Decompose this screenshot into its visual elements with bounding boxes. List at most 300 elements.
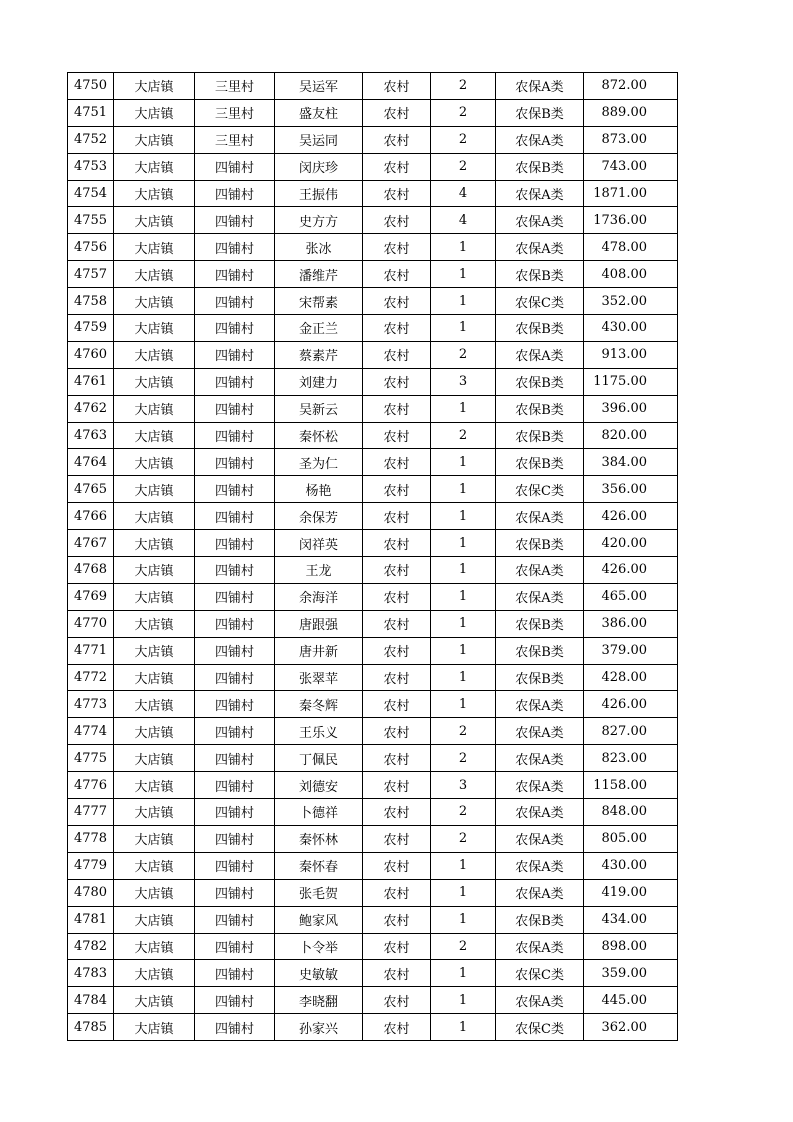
amount-cell: 384.00 (584, 449, 678, 476)
household-type-cell: 农村 (363, 395, 431, 422)
village-cell: 三里村 (195, 99, 275, 126)
name-cell: 余海洋 (275, 583, 363, 610)
village-cell: 四铺村 (195, 691, 275, 718)
amount-cell: 827.00 (584, 718, 678, 745)
household-type-cell: 农村 (363, 288, 431, 315)
name-cell: 张翠苹 (275, 664, 363, 691)
village-cell: 四铺村 (195, 180, 275, 207)
amount-cell: 873.00 (584, 126, 678, 153)
name-cell: 王龙 (275, 557, 363, 584)
category-cell: 农保C类 (496, 1014, 584, 1041)
row-id: 4775 (68, 745, 114, 772)
member-count-cell: 1 (431, 960, 496, 987)
member-count-cell: 1 (431, 315, 496, 342)
member-count-cell: 1 (431, 530, 496, 557)
member-count-cell: 3 (431, 368, 496, 395)
category-cell: 农保A类 (496, 503, 584, 530)
town-cell: 大店镇 (114, 799, 195, 826)
village-cell: 四铺村 (195, 368, 275, 395)
village-cell: 四铺村 (195, 960, 275, 987)
category-cell: 农保A类 (496, 180, 584, 207)
town-cell: 大店镇 (114, 207, 195, 234)
village-cell: 四铺村 (195, 288, 275, 315)
village-cell: 四铺村 (195, 852, 275, 879)
name-cell: 吴运同 (275, 126, 363, 153)
household-type-cell: 农村 (363, 879, 431, 906)
row-id: 4783 (68, 960, 114, 987)
row-id: 4760 (68, 341, 114, 368)
household-type-cell: 农村 (363, 476, 431, 503)
household-type-cell: 农村 (363, 718, 431, 745)
table-row (68, 395, 678, 422)
town-cell: 大店镇 (114, 987, 195, 1014)
category-cell: 农保C类 (496, 476, 584, 503)
table-row (68, 960, 678, 987)
table-row (68, 368, 678, 395)
village-cell: 四铺村 (195, 207, 275, 234)
village-cell: 四铺村 (195, 261, 275, 288)
household-type-cell: 农村 (363, 960, 431, 987)
row-id: 4755 (68, 207, 114, 234)
member-count-cell: 2 (431, 73, 496, 100)
town-cell: 大店镇 (114, 422, 195, 449)
category-cell: 农保A类 (496, 745, 584, 772)
household-type-cell: 农村 (363, 933, 431, 960)
member-count-cell: 4 (431, 207, 496, 234)
row-id: 4774 (68, 718, 114, 745)
row-id: 4773 (68, 691, 114, 718)
category-cell: 农保B类 (496, 530, 584, 557)
name-cell: 秦冬辉 (275, 691, 363, 718)
table-row (68, 476, 678, 503)
row-id: 4784 (68, 987, 114, 1014)
row-id: 4756 (68, 234, 114, 261)
category-cell: 农保A类 (496, 852, 584, 879)
table-row (68, 422, 678, 449)
category-cell: 农保A类 (496, 691, 584, 718)
row-id: 4757 (68, 261, 114, 288)
amount-cell: 898.00 (584, 933, 678, 960)
category-cell: 农保B类 (496, 449, 584, 476)
village-cell: 四铺村 (195, 530, 275, 557)
table-row (68, 153, 678, 180)
member-count-cell: 1 (431, 449, 496, 476)
table-row (68, 933, 678, 960)
member-count-cell: 1 (431, 476, 496, 503)
household-type-cell: 农村 (363, 610, 431, 637)
household-type-cell: 农村 (363, 341, 431, 368)
member-count-cell: 1 (431, 610, 496, 637)
town-cell: 大店镇 (114, 825, 195, 852)
row-id: 4777 (68, 799, 114, 826)
category-cell: 农保B类 (496, 261, 584, 288)
row-id: 4771 (68, 637, 114, 664)
town-cell: 大店镇 (114, 906, 195, 933)
row-id: 4776 (68, 772, 114, 799)
town-cell: 大店镇 (114, 772, 195, 799)
member-count-cell: 1 (431, 288, 496, 315)
table-row (68, 530, 678, 557)
household-type-cell: 农村 (363, 799, 431, 826)
name-cell: 史敏敏 (275, 960, 363, 987)
household-type-cell: 农村 (363, 530, 431, 557)
town-cell: 大店镇 (114, 583, 195, 610)
town-cell: 大店镇 (114, 852, 195, 879)
town-cell: 大店镇 (114, 610, 195, 637)
category-cell: 农保B类 (496, 906, 584, 933)
village-cell: 四铺村 (195, 503, 275, 530)
name-cell: 刘德安 (275, 772, 363, 799)
town-cell: 大店镇 (114, 718, 195, 745)
name-cell: 唐井新 (275, 637, 363, 664)
village-cell: 四铺村 (195, 583, 275, 610)
row-id: 4762 (68, 395, 114, 422)
town-cell: 大店镇 (114, 180, 195, 207)
town-cell: 大店镇 (114, 691, 195, 718)
amount-cell: 408.00 (584, 261, 678, 288)
town-cell: 大店镇 (114, 315, 195, 342)
town-cell: 大店镇 (114, 1014, 195, 1041)
amount-cell: 445.00 (584, 987, 678, 1014)
row-id: 4779 (68, 852, 114, 879)
village-cell: 四铺村 (195, 422, 275, 449)
town-cell: 大店镇 (114, 261, 195, 288)
member-count-cell: 1 (431, 1014, 496, 1041)
town-cell: 大店镇 (114, 664, 195, 691)
village-cell: 四铺村 (195, 1014, 275, 1041)
table-row (68, 207, 678, 234)
name-cell: 宋帮素 (275, 288, 363, 315)
name-cell: 秦怀林 (275, 825, 363, 852)
village-cell: 四铺村 (195, 772, 275, 799)
name-cell: 王振伟 (275, 180, 363, 207)
table-row (68, 180, 678, 207)
household-type-cell: 农村 (363, 987, 431, 1014)
amount-cell: 889.00 (584, 99, 678, 126)
amount-cell: 823.00 (584, 745, 678, 772)
table-row (68, 288, 678, 315)
name-cell: 闵祥英 (275, 530, 363, 557)
household-type-cell: 农村 (363, 583, 431, 610)
town-cell: 大店镇 (114, 637, 195, 664)
records-table (67, 72, 678, 1041)
table-row (68, 610, 678, 637)
household-type-cell: 农村 (363, 315, 431, 342)
row-id: 4759 (68, 315, 114, 342)
table-row (68, 664, 678, 691)
member-count-cell: 1 (431, 987, 496, 1014)
table-row (68, 315, 678, 342)
name-cell: 卜令举 (275, 933, 363, 960)
town-cell: 大店镇 (114, 288, 195, 315)
village-cell: 四铺村 (195, 153, 275, 180)
row-id: 4768 (68, 557, 114, 584)
household-type-cell: 农村 (363, 73, 431, 100)
name-cell: 王乐义 (275, 718, 363, 745)
village-cell: 四铺村 (195, 825, 275, 852)
table-row (68, 557, 678, 584)
amount-cell: 362.00 (584, 1014, 678, 1041)
village-cell: 四铺村 (195, 879, 275, 906)
member-count-cell: 1 (431, 879, 496, 906)
village-cell: 四铺村 (195, 987, 275, 1014)
table-row (68, 126, 678, 153)
household-type-cell: 农村 (363, 180, 431, 207)
name-cell: 鲍家风 (275, 906, 363, 933)
amount-cell: 428.00 (584, 664, 678, 691)
row-id: 4750 (68, 73, 114, 100)
amount-cell: 430.00 (584, 315, 678, 342)
member-count-cell: 1 (431, 261, 496, 288)
name-cell: 刘建力 (275, 368, 363, 395)
village-cell: 四铺村 (195, 745, 275, 772)
category-cell: 农保A类 (496, 126, 584, 153)
category-cell: 农保B类 (496, 368, 584, 395)
town-cell: 大店镇 (114, 99, 195, 126)
table-row (68, 449, 678, 476)
town-cell: 大店镇 (114, 530, 195, 557)
category-cell: 农保B类 (496, 153, 584, 180)
amount-cell: 352.00 (584, 288, 678, 315)
village-cell: 四铺村 (195, 637, 275, 664)
member-count-cell: 2 (431, 99, 496, 126)
table-row (68, 583, 678, 610)
row-id: 4770 (68, 610, 114, 637)
member-count-cell: 2 (431, 153, 496, 180)
member-count-cell: 1 (431, 637, 496, 664)
name-cell: 秦怀春 (275, 852, 363, 879)
household-type-cell: 农村 (363, 449, 431, 476)
village-cell: 四铺村 (195, 664, 275, 691)
household-type-cell: 农村 (363, 906, 431, 933)
town-cell: 大店镇 (114, 879, 195, 906)
table-row (68, 879, 678, 906)
amount-cell: 430.00 (584, 852, 678, 879)
name-cell: 张毛贺 (275, 879, 363, 906)
amount-cell: 743.00 (584, 153, 678, 180)
member-count-cell: 1 (431, 691, 496, 718)
household-type-cell: 农村 (363, 852, 431, 879)
amount-cell: 1736.00 (584, 207, 678, 234)
household-type-cell: 农村 (363, 664, 431, 691)
name-cell: 金正兰 (275, 315, 363, 342)
amount-cell: 356.00 (584, 476, 678, 503)
category-cell: 农保A类 (496, 73, 584, 100)
member-count-cell: 3 (431, 772, 496, 799)
amount-cell: 426.00 (584, 557, 678, 584)
member-count-cell: 2 (431, 126, 496, 153)
category-cell: 农保A类 (496, 987, 584, 1014)
name-cell: 蔡素芹 (275, 341, 363, 368)
village-cell: 四铺村 (195, 341, 275, 368)
amount-cell: 478.00 (584, 234, 678, 261)
name-cell: 余保芳 (275, 503, 363, 530)
table-row (68, 799, 678, 826)
row-id: 4782 (68, 933, 114, 960)
table-row (68, 718, 678, 745)
row-id: 4785 (68, 1014, 114, 1041)
name-cell: 盛友柱 (275, 99, 363, 126)
category-cell: 农保B类 (496, 664, 584, 691)
village-cell: 四铺村 (195, 906, 275, 933)
amount-cell: 1158.00 (584, 772, 678, 799)
table-row (68, 261, 678, 288)
category-cell: 农保B类 (496, 315, 584, 342)
village-cell: 四铺村 (195, 557, 275, 584)
member-count-cell: 2 (431, 341, 496, 368)
row-id: 4752 (68, 126, 114, 153)
amount-cell: 465.00 (584, 583, 678, 610)
village-cell: 四铺村 (195, 933, 275, 960)
town-cell: 大店镇 (114, 341, 195, 368)
table-row (68, 503, 678, 530)
category-cell: 农保A类 (496, 718, 584, 745)
category-cell: 农保A类 (496, 234, 584, 261)
table-row (68, 691, 678, 718)
category-cell: 农保C类 (496, 960, 584, 987)
name-cell: 秦怀松 (275, 422, 363, 449)
town-cell: 大店镇 (114, 557, 195, 584)
town-cell: 大店镇 (114, 503, 195, 530)
amount-cell: 420.00 (584, 530, 678, 557)
member-count-cell: 2 (431, 799, 496, 826)
category-cell: 农保A类 (496, 583, 584, 610)
member-count-cell: 2 (431, 933, 496, 960)
village-cell: 四铺村 (195, 610, 275, 637)
category-cell: 农保A类 (496, 879, 584, 906)
household-type-cell: 农村 (363, 1014, 431, 1041)
village-cell: 四铺村 (195, 476, 275, 503)
household-type-cell: 农村 (363, 153, 431, 180)
member-count-cell: 1 (431, 234, 496, 261)
household-type-cell: 农村 (363, 261, 431, 288)
household-type-cell: 农村 (363, 825, 431, 852)
town-cell: 大店镇 (114, 960, 195, 987)
member-count-cell: 1 (431, 557, 496, 584)
amount-cell: 848.00 (584, 799, 678, 826)
amount-cell: 1871.00 (584, 180, 678, 207)
category-cell: 农保B类 (496, 422, 584, 449)
row-id: 4769 (68, 583, 114, 610)
name-cell: 杨艳 (275, 476, 363, 503)
row-id: 4764 (68, 449, 114, 476)
amount-cell: 386.00 (584, 610, 678, 637)
amount-cell: 913.00 (584, 341, 678, 368)
category-cell: 农保C类 (496, 288, 584, 315)
category-cell: 农保B类 (496, 637, 584, 664)
town-cell: 大店镇 (114, 126, 195, 153)
household-type-cell: 农村 (363, 368, 431, 395)
member-count-cell: 2 (431, 422, 496, 449)
table-row (68, 987, 678, 1014)
amount-cell: 359.00 (584, 960, 678, 987)
member-count-cell: 1 (431, 395, 496, 422)
member-count-cell: 2 (431, 718, 496, 745)
category-cell: 农保B类 (496, 610, 584, 637)
name-cell: 李晓翻 (275, 987, 363, 1014)
village-cell: 四铺村 (195, 799, 275, 826)
table-row (68, 637, 678, 664)
member-count-cell: 1 (431, 664, 496, 691)
name-cell: 孙家兴 (275, 1014, 363, 1041)
table-row (68, 906, 678, 933)
member-count-cell: 1 (431, 906, 496, 933)
name-cell: 史方方 (275, 207, 363, 234)
household-type-cell: 农村 (363, 234, 431, 261)
row-id: 4761 (68, 368, 114, 395)
table-row (68, 745, 678, 772)
category-cell: 农保A类 (496, 933, 584, 960)
household-type-cell: 农村 (363, 745, 431, 772)
amount-cell: 434.00 (584, 906, 678, 933)
table-row (68, 1014, 678, 1041)
member-count-cell: 1 (431, 503, 496, 530)
category-cell: 农保A类 (496, 772, 584, 799)
town-cell: 大店镇 (114, 933, 195, 960)
name-cell: 唐跟强 (275, 610, 363, 637)
town-cell: 大店镇 (114, 395, 195, 422)
table-row (68, 99, 678, 126)
name-cell: 吴运军 (275, 73, 363, 100)
table-row (68, 825, 678, 852)
amount-cell: 426.00 (584, 503, 678, 530)
town-cell: 大店镇 (114, 153, 195, 180)
amount-cell: 419.00 (584, 879, 678, 906)
household-type-cell: 农村 (363, 637, 431, 664)
member-count-cell: 1 (431, 583, 496, 610)
household-type-cell: 农村 (363, 691, 431, 718)
category-cell: 农保A类 (496, 799, 584, 826)
row-id: 4781 (68, 906, 114, 933)
town-cell: 大店镇 (114, 476, 195, 503)
village-cell: 三里村 (195, 73, 275, 100)
name-cell: 潘维芹 (275, 261, 363, 288)
category-cell: 农保B类 (496, 395, 584, 422)
household-type-cell: 农村 (363, 126, 431, 153)
row-id: 4765 (68, 476, 114, 503)
village-cell: 三里村 (195, 126, 275, 153)
row-id: 4753 (68, 153, 114, 180)
row-id: 4772 (68, 664, 114, 691)
row-id: 4763 (68, 422, 114, 449)
table-row (68, 73, 678, 100)
village-cell: 四铺村 (195, 234, 275, 261)
row-id: 4780 (68, 879, 114, 906)
row-id: 4751 (68, 99, 114, 126)
row-id: 4766 (68, 503, 114, 530)
household-type-cell: 农村 (363, 503, 431, 530)
household-type-cell: 农村 (363, 422, 431, 449)
category-cell: 农保A类 (496, 341, 584, 368)
town-cell: 大店镇 (114, 234, 195, 261)
category-cell: 农保A类 (496, 557, 584, 584)
row-id: 4758 (68, 288, 114, 315)
amount-cell: 872.00 (584, 73, 678, 100)
town-cell: 大店镇 (114, 368, 195, 395)
table-row (68, 234, 678, 261)
amount-cell: 805.00 (584, 825, 678, 852)
name-cell: 闵庆珍 (275, 153, 363, 180)
table-row (68, 341, 678, 368)
category-cell: 农保A类 (496, 825, 584, 852)
row-id: 4754 (68, 180, 114, 207)
village-cell: 四铺村 (195, 315, 275, 342)
row-id: 4767 (68, 530, 114, 557)
household-type-cell: 农村 (363, 557, 431, 584)
village-cell: 四铺村 (195, 395, 275, 422)
name-cell: 吴新云 (275, 395, 363, 422)
category-cell: 农保B类 (496, 99, 584, 126)
